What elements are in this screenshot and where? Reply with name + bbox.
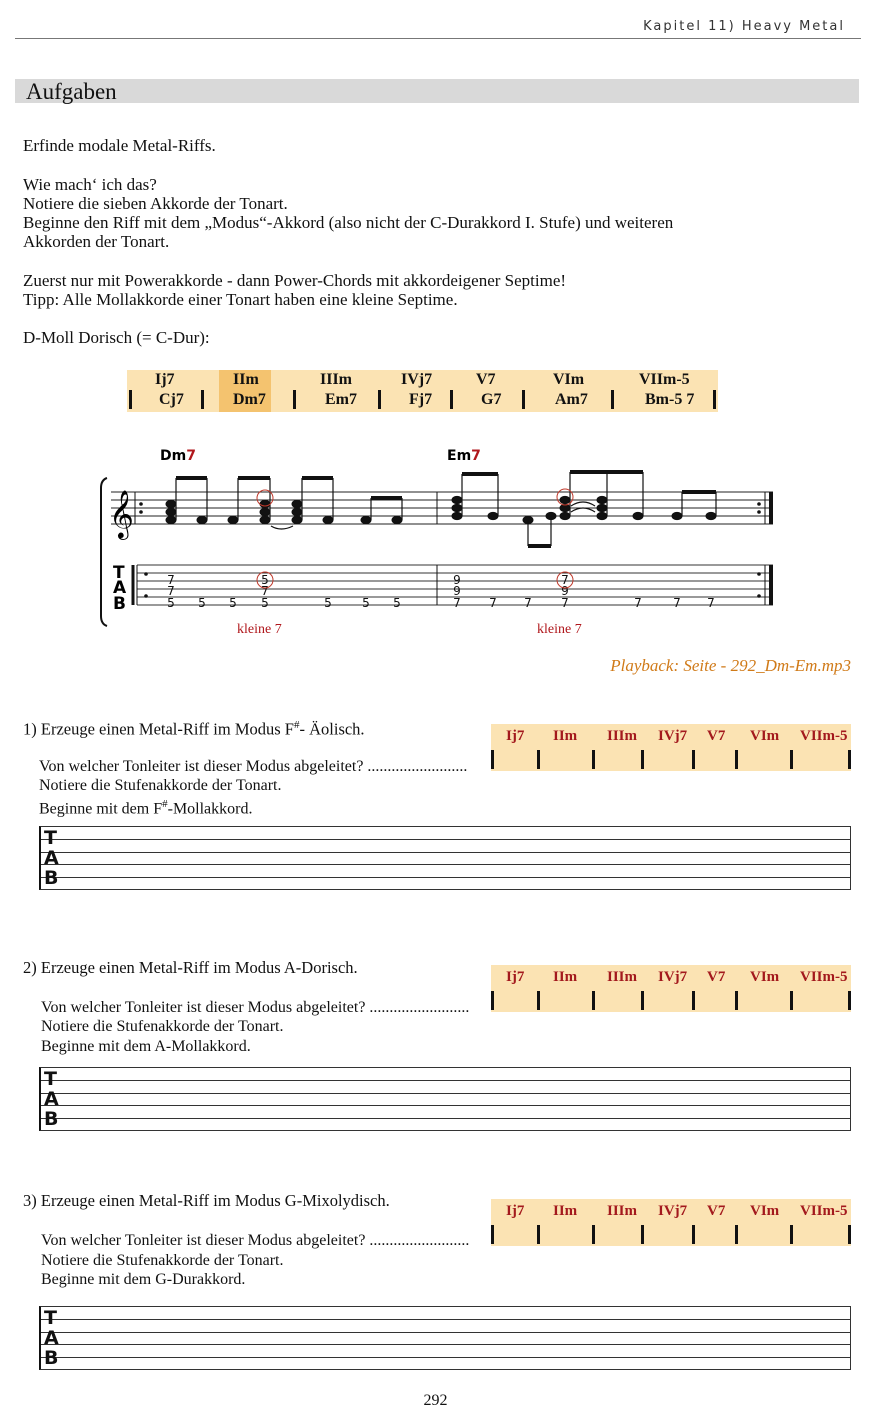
svg-text:5: 5: [198, 596, 206, 610]
exercise-question: Von welcher Tonleiter ist dieser Modus abgeleitet? .........................: [39, 758, 468, 775]
svg-text:5: 5: [229, 596, 237, 610]
svg-text:5: 5: [324, 596, 332, 610]
header-rule: [15, 38, 861, 39]
svg-text:9: 9: [561, 584, 569, 598]
svg-text:7: 7: [489, 596, 497, 610]
intro-line: D-Moll Dorisch (= C-Dur):: [23, 328, 210, 347]
svg-text:7: 7: [634, 596, 642, 610]
exercise-2-title: 2) Erzeuge einen Metal-Riff im Modus A-Dorisch.: [23, 958, 358, 977]
treble-clef-icon: 𝄞: [109, 489, 134, 538]
degree-numeral: IIm: [233, 371, 259, 388]
annotation-kleine7: kleine 7: [237, 622, 282, 637]
exercise-line: Notiere die Stufenakkorde der Tonart.: [41, 1018, 284, 1035]
exercise-1-degree-table: Ij7 IIm IIIm IVj7 V7 VIm VIIm-5: [491, 724, 851, 771]
svg-text:7: 7: [707, 596, 715, 610]
svg-text:7: 7: [261, 584, 269, 598]
svg-text:7: 7: [167, 584, 175, 598]
annotation-kleine7: kleine 7: [537, 622, 582, 637]
svg-text:7: 7: [673, 596, 681, 610]
degree-chord: Em7: [325, 391, 357, 408]
degree-numeral: IIIm: [320, 371, 353, 388]
degree-numeral: VIm: [553, 371, 585, 388]
exercise-line: Beginne mit dem A-Mollakkord.: [41, 1038, 251, 1055]
svg-text:7: 7: [453, 596, 461, 610]
degree-numeral: Ij7: [155, 371, 175, 388]
riff-notation: [95, 440, 785, 640]
degree-chord: G7: [481, 391, 502, 408]
svg-text:5: 5: [261, 573, 269, 587]
degree-numeral: IVj7: [401, 371, 433, 388]
svg-text:5: 5: [362, 596, 370, 610]
exercise-1-title: 1) Erzeuge einen Metal-Riff im Modus F#- Äolisch.: [23, 719, 365, 739]
intro-line: Notiere die sieben Akkorde der Tonart.: [23, 194, 288, 213]
degree-chord: Fj7: [409, 391, 433, 408]
chord-label: Em7: [447, 448, 481, 464]
page-number: 292: [423, 1392, 448, 1409]
svg-text:9: 9: [453, 584, 461, 598]
degree-chord: Dm7: [233, 391, 266, 408]
svg-text:5: 5: [261, 596, 269, 610]
degree-table: [127, 370, 718, 412]
degree-chord: Bm-5 7: [645, 391, 695, 408]
svg-text:9: 9: [453, 573, 461, 587]
degree-numeral: VIIm-5: [639, 371, 690, 388]
svg-text:7: 7: [524, 596, 532, 610]
svg-text:7: 7: [561, 573, 569, 587]
playback-reference[interactable]: Playback: Seite - 292_Dm-Em.mp3: [610, 656, 851, 675]
exercise-line: Beginne mit dem G-Durakkord.: [41, 1271, 246, 1288]
intro-line: Akkorden der Tonart.: [23, 232, 170, 251]
intro-line: Zuerst nur mit Powerakkorde - dann Power-Chords mit akkordeigener Septime!: [23, 271, 567, 290]
exercise-2-degree-table: Ij7 IIm IIIm IVj7 V7 VIm VIIm-5: [491, 965, 851, 1012]
section-bar: [15, 79, 859, 103]
chord-label: Dm7: [160, 448, 196, 464]
svg-text:7: 7: [167, 573, 175, 587]
exercise-line: Notiere die Stufenakkorde der Tonart.: [39, 777, 282, 794]
svg-text:5: 5: [167, 596, 175, 610]
exercise-question: Von welcher Tonleiter ist dieser Modus abgeleitet? .........................: [41, 999, 470, 1016]
svg-text:A: A: [113, 578, 127, 598]
exercise-1-tab-staff[interactable]: T A B: [39, 826, 851, 890]
exercise-3-title: 3) Erzeuge einen Metal-Riff im Modus G-Mixolydisch.: [23, 1191, 390, 1210]
degree-chord: Am7: [555, 391, 588, 408]
intro-line: Erfinde modale Metal-Riffs.: [23, 136, 216, 155]
intro-line: Wie mach‘ ich das?: [23, 175, 157, 194]
chapter-header: Kapitel 11) Heavy Metal: [643, 19, 845, 34]
exercise-3-tab-staff[interactable]: T A B: [39, 1306, 851, 1370]
section-title: Aufgaben: [26, 79, 117, 104]
exercise-3-degree-table: Ij7 IIm IIIm IVj7 V7 VIm VIIm-5: [491, 1199, 851, 1246]
intro-line: Tipp: Alle Mollakkorde einer Tonart haben eine kleine Septime.: [23, 290, 458, 309]
degree-chord: Cj7: [159, 391, 184, 408]
exercise-line: Notiere die Stufenakkorde der Tonart.: [41, 1252, 284, 1269]
svg-text:5: 5: [393, 596, 401, 610]
exercise-question: Von welcher Tonleiter ist dieser Modus abgeleitet? .........................: [41, 1232, 470, 1249]
intro-line: Beginne den Riff mit dem „Modus“-Akkord (also nicht der C-Durakkord I. Stufe) und weiteren: [23, 213, 674, 232]
svg-text:B: B: [113, 594, 126, 614]
degree-numeral: V7: [476, 371, 496, 388]
svg-text:T: T: [113, 563, 125, 583]
exercise-line: Beginne mit dem F#-Mollakkord.: [39, 798, 253, 818]
exercise-2-tab-staff[interactable]: T A B: [39, 1067, 851, 1131]
svg-text:7: 7: [561, 596, 569, 610]
